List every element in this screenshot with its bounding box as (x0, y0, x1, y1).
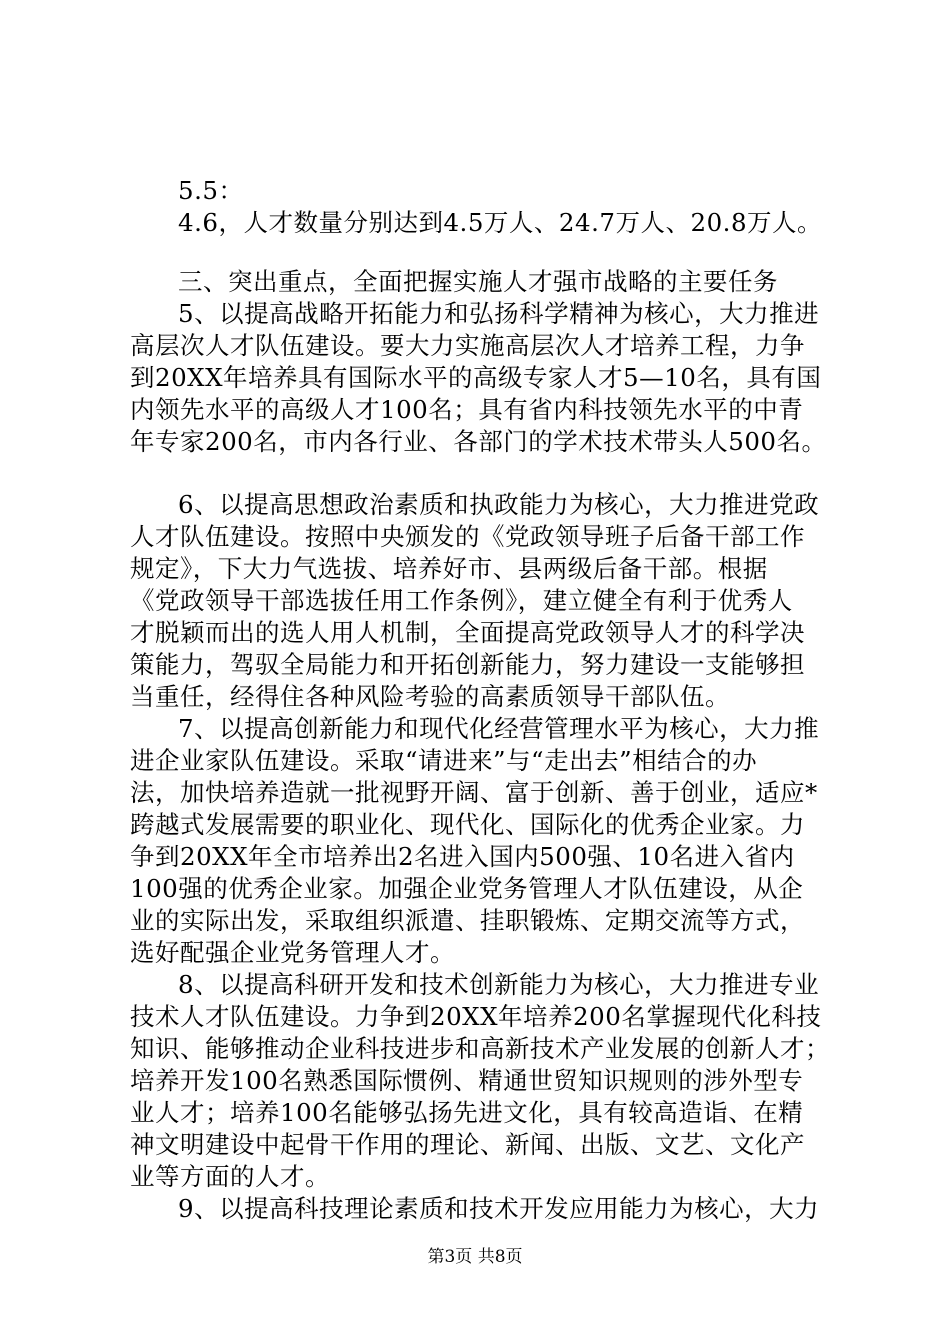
text-line: 7、以提高创新能力和现代化经营管理水平为核心，大力推 (178, 714, 820, 743)
text-line: 策能力，驾驭全局能力和开拓创新能力，努力建设一支能够担 (130, 650, 805, 679)
text-line: 9、以提高科技理论素质和技术开发应用能力为核心，大力 (178, 1194, 820, 1223)
text-line: 5、以提高战略开拓能力和弘扬科学精神为核心，大力推进 (178, 299, 820, 328)
text-line: 才脱颖而出的选人用人机制，全面提高党政领导人才的科学决 (130, 618, 805, 647)
text-line: 到20XX年培养具有国际水平的高级专家人才5—10名，具有国 (130, 363, 822, 392)
text-line: 5.5： (178, 176, 244, 205)
text-line: 选好配强企业党务管理人才。 (130, 938, 455, 967)
text-line: 8、以提高科研开发和技术创新能力为核心，大力推进专业 (178, 970, 820, 999)
text-line: 规定》，下大力气选拔、培养好市、县两级后备干部。根据 (130, 554, 768, 583)
section-heading: 三、突出重点，全面把握实施人才强市战略的主要任务 (178, 267, 778, 296)
text-line: 进企业家队伍建设。采取“请进来”与“走出去”相结合的办 (130, 746, 758, 775)
text-line: 技术人才队伍建设。力争到20XX年培养200名掌握现代化科技 (130, 1002, 822, 1031)
text-line: 神文明建设中起骨干作用的理论、新闻、出版、文艺、文化产 (130, 1130, 805, 1159)
text-line: 6、以提高思想政治素质和执政能力为核心，大力推进党政 (178, 490, 820, 519)
text-line: 业人才；培养100名能够弘扬先进文化，具有较高造诣、在精 (130, 1098, 804, 1127)
text-line: 当重任，经得住各种风险考验的高素质领导干部队伍。 (130, 682, 730, 711)
text-line: 培养开发100名熟悉国际惯例、精通世贸知识规则的涉外型专 (130, 1066, 804, 1095)
text-line: 100强的优秀企业家。加强企业党务管理人才队伍建设，从企 (130, 874, 804, 903)
text-line: 跨越式发展需要的职业化、现代化、国际化的优秀企业家。力 (130, 810, 805, 839)
text-line: 人才队伍建设。按照中央颁发的《党政领导班子后备干部工作 (130, 522, 805, 551)
page-number-footer: 第3页 共8页 (427, 1247, 523, 1267)
text-line: 内领先水平的高级人才100名；具有省内科技领先水平的中青 (130, 395, 804, 424)
text-line: 法，加快培养造就一批视野开阔、富于创新、善于创业，适应* (130, 778, 818, 807)
text-line: 业的实际出发，采取组织派遣、挂职锻炼、定期交流等方式， (130, 906, 805, 935)
text-line: 知识、能够推动企业科技进步和高新技术产业发展的创新人才； (130, 1034, 830, 1063)
text-line: 高层次人才队伍建设。要大力实施高层次人才培养工程，力争 (130, 331, 805, 360)
text-line: 4.6，人才数量分别达到4.5万人、24.7万人、20.8万人。 (178, 208, 823, 237)
text-line: 业等方面的人才。 (130, 1162, 330, 1191)
text-line: 年专家200名，市内各行业、各部门的学术技术带头人500名。 (130, 427, 827, 456)
text-line: 争到20XX年全市培养出2名进入国内500强、10名进入省内 (130, 842, 795, 871)
text-line: 《党政领导干部选拔任用工作条例》，建立健全有利于优秀人 (130, 586, 793, 615)
